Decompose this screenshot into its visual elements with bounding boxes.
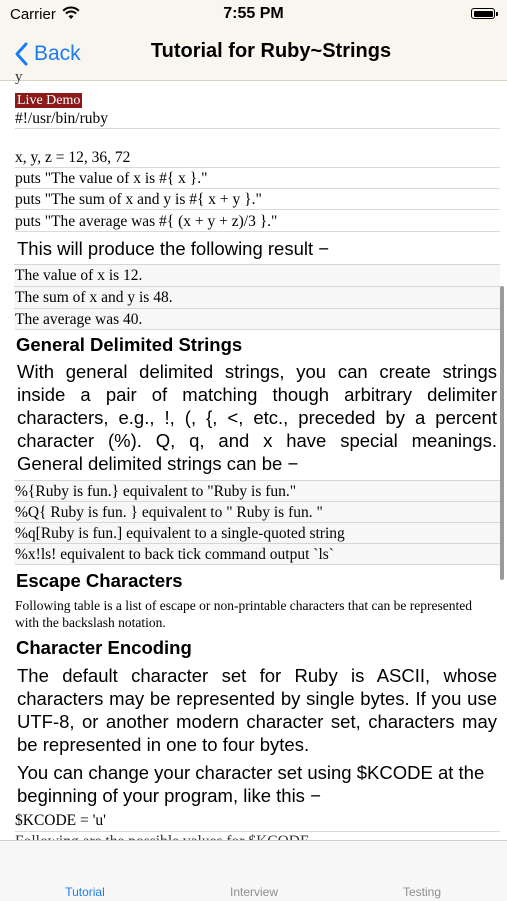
result-line: The sum of x and y is 48.: [14, 286, 500, 308]
divider: [15, 209, 500, 210]
divider: [15, 167, 500, 168]
chevron-left-icon: [14, 42, 28, 66]
example-line: %{Ruby is fun.} equivalent to "Ruby is fun.": [14, 480, 500, 502]
encoding-text: The default character set for Ruby is ASCII, whose characters may be represented by single bytes. If you use UTF-8, or another modern character set, characters may be represented in one to four bytes.: [17, 665, 497, 755]
delimited-text: With general delimited strings, you can create strings inside a pair of matching though arbitrary delimiter characters, e.g., !, (, {, <, etc., preceded by a percent character (%). Q, q, and x have special meanings. General delimited strings can be −: [17, 361, 497, 474]
divider: [15, 231, 500, 232]
scrollbar[interactable]: [500, 286, 504, 580]
live-demo-link[interactable]: Live Demo: [17, 93, 81, 108]
divider: [15, 564, 500, 565]
code-line: $KCODE = 'u': [15, 812, 106, 829]
back-label: Back: [34, 42, 81, 65]
produce-text: This will produce the following result −: [17, 238, 330, 259]
code-line: puts "The value of x is #{ x }.": [15, 170, 208, 187]
heading-delimited-strings: General Delimited Strings: [16, 334, 243, 355]
status-time: 7:55 PM: [223, 5, 284, 22]
result-line: The average was 40.: [14, 308, 500, 330]
heading-character-encoding: Character Encoding: [16, 637, 192, 658]
tab-interview[interactable]: Interview: [229, 885, 279, 899]
partial-text-top: y: [15, 69, 23, 85]
navigation-bar: [0, 30, 507, 81]
code-line: x, y, z = 12, 36, 72: [15, 149, 131, 166]
tab-tutorial[interactable]: Tutorial: [65, 885, 105, 899]
result-line: The value of x is 12.: [14, 264, 500, 286]
back-button[interactable]: [14, 38, 81, 70]
code-line: puts "The sum of x and y is #{ x + y }.": [15, 191, 262, 208]
page-title: Tutorial for Ruby~Strings: [150, 40, 392, 62]
code-line: puts "The average was #{ (x + y + z)/3 }.": [15, 213, 278, 230]
status-bar: [0, 0, 507, 30]
escape-text: Following table is a list of escape or non-printable characters that can be represented with the backslash notation.: [15, 598, 472, 630]
example-line: %q[Ruby is fun.] equivalent to a single-quoted string: [14, 522, 500, 544]
code-line: #!/usr/bin/ruby: [15, 110, 108, 127]
tab-bar: [0, 840, 507, 901]
heading-escape-characters: Escape Characters: [16, 570, 183, 591]
kcode-text: You can change your character set using $KCODE at the beginning of your program, like this −: [17, 762, 485, 806]
divider: [15, 188, 500, 189]
tutorial-content[interactable]: [0, 69, 507, 839]
example-line: %Q{ Ruby is fun. } equivalent to " Ruby is fun. ": [14, 501, 500, 523]
example-line: %x!ls! equivalent to back tick command output `ls`: [14, 543, 500, 565]
carrier-label: Carrier: [10, 6, 56, 23]
tab-testing[interactable]: Testing: [402, 885, 442, 899]
divider: [15, 128, 500, 129]
battery-icon: [471, 8, 495, 19]
divider: [15, 329, 500, 330]
